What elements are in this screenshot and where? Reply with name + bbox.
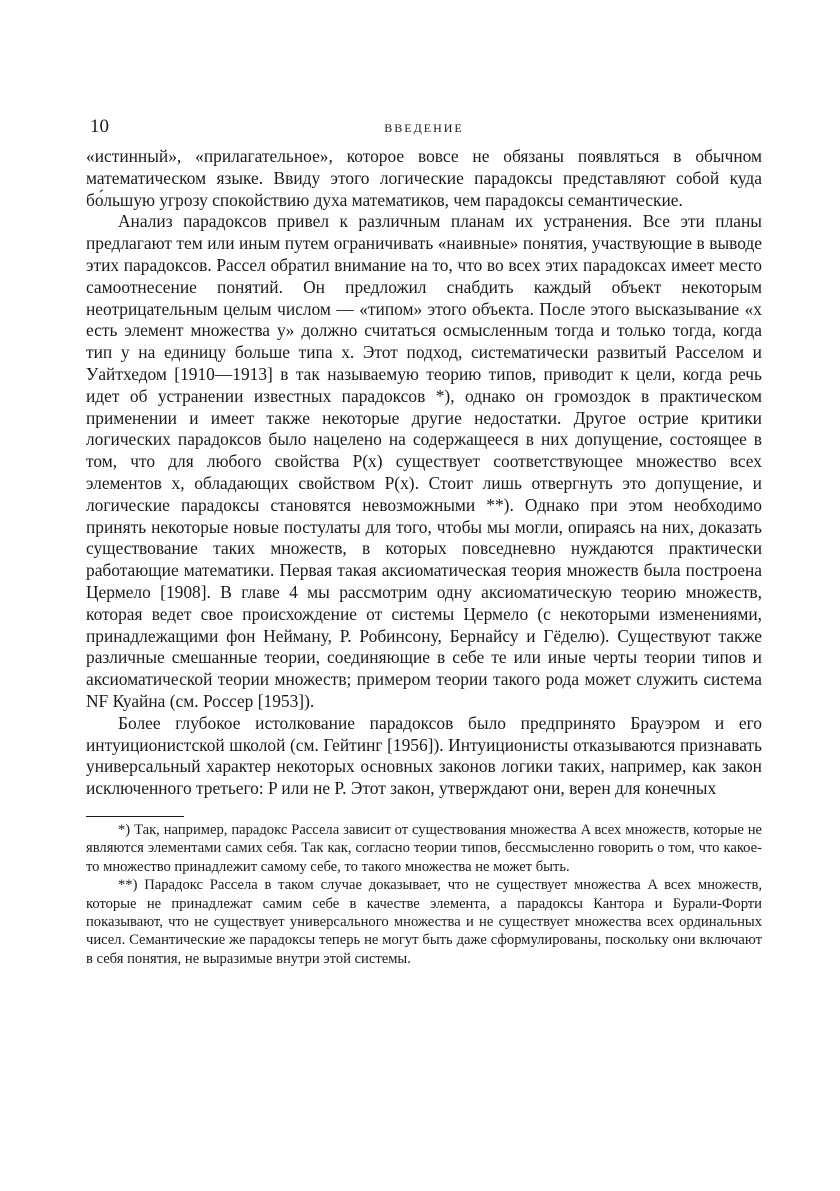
footnote-1: *) Так, например, парадокс Рассела зависит от существования множества A всех множеств, которые не являются элементами самих себя. Так как, согласно теории типов, бессмысленно говорить о том, что какое-то множество принадлежит самому себе, то такого множества не может быть. (86, 821, 762, 875)
paragraph-2: Анализ парадоксов привел к различным планам их устранения. Все эти планы предлагают тем или иным путем ограничивать «наивные» понятия, участвующие в выводе этих парадоксов. Рассел обратил внимание на то, что во всех этих парадоксах имеет место самоотнесение понятий. Он предложил снабдить каждый объект некоторым неотрицательным целым числом — «типом» этого объекта. После этого высказывание «x есть элемент множества y» должно считаться осмысленным тогда и только тогда, когда тип y на единицу больше типа x. Этот подход, систематически развитый Расселом и Уайтхедом [1910—1913] в так называемую теорию типов, приводит к цели, когда речь идет об устранении известных парадоксов *), однако он громоздок в практическом применении и имеет также некоторые другие недостатки. Другое острие критики логических парадоксов было нацелено на содержащееся в них допущение, состоящее в том, что для любого свойства P(x) существует соответствующее множество всех элементов x, обладающих свойством P(x). Стоит лишь отвергнуть это допущение, и логические парадоксы становятся невозможными **). Однако при этом необходимо принять некоторые новые постулаты для того, чтобы мы могли, опираясь на них, доказать существование таких множеств, в которых повседневно нуждаются практически работающие математики. Первая такая аксиоматическая теория множеств была построена Цермело [1908]. В главе 4 мы рассмотрим одну аксиоматическую теорию множеств, которая ведет свое происхождение от системы Цермело (с некоторыми изменениями, принадлежащими фон Нейману, Р. Робинсону, Бернайсу и Гёделю). Существуют также различные смешанные теории, соединяющие в себе те или иные черты теории типов и аксиоматической теории множеств; примером теории такого рода может служить система NF Куайна (см. Россер [1953]). (86, 211, 762, 711)
running-title: ВВЕДЕНИЕ (384, 121, 464, 135)
footnote-2: **) Парадокс Рассела в таком случае доказывает, что не существует множества A всех множеств, которые не принадлежат самим себе в качестве элемента, а парадоксы Кантора и Бурали-Форти показывают, что не существует универсального множества и не существует множества всех ординальных чисел. Семантические же парадоксы теперь не могут быть даже сформулированы, поскольку они включают в себя понятия, не выразимые внутри этой системы. (86, 877, 762, 967)
footnotes (86, 821, 762, 968)
book-page (86, 112, 762, 968)
paragraph-1: «истинный», «прилагательное», которое вовсе не обязаны появляться в обычном математическом языке. Ввиду этого логические парадоксы представляют собой куда бо́льшую угрозу спокойствию духа математиков, чем парадоксы семантические. (86, 146, 762, 210)
footnote-separator (86, 816, 184, 817)
main-text (86, 146, 762, 800)
page-number: 10 (90, 116, 109, 137)
paragraph-3: Более глубокое истолкование парадоксов было предпринято Брауэром и его интуиционистской школой (см. Гейтинг [1956]). Интуиционисты отказываются признавать универсальный характер некоторых основных законов логики таких, например, как закон исключенного третьего: P или не P. Этот закон, утверждают они, верен для конечных (86, 712, 762, 799)
page-header (86, 112, 762, 146)
